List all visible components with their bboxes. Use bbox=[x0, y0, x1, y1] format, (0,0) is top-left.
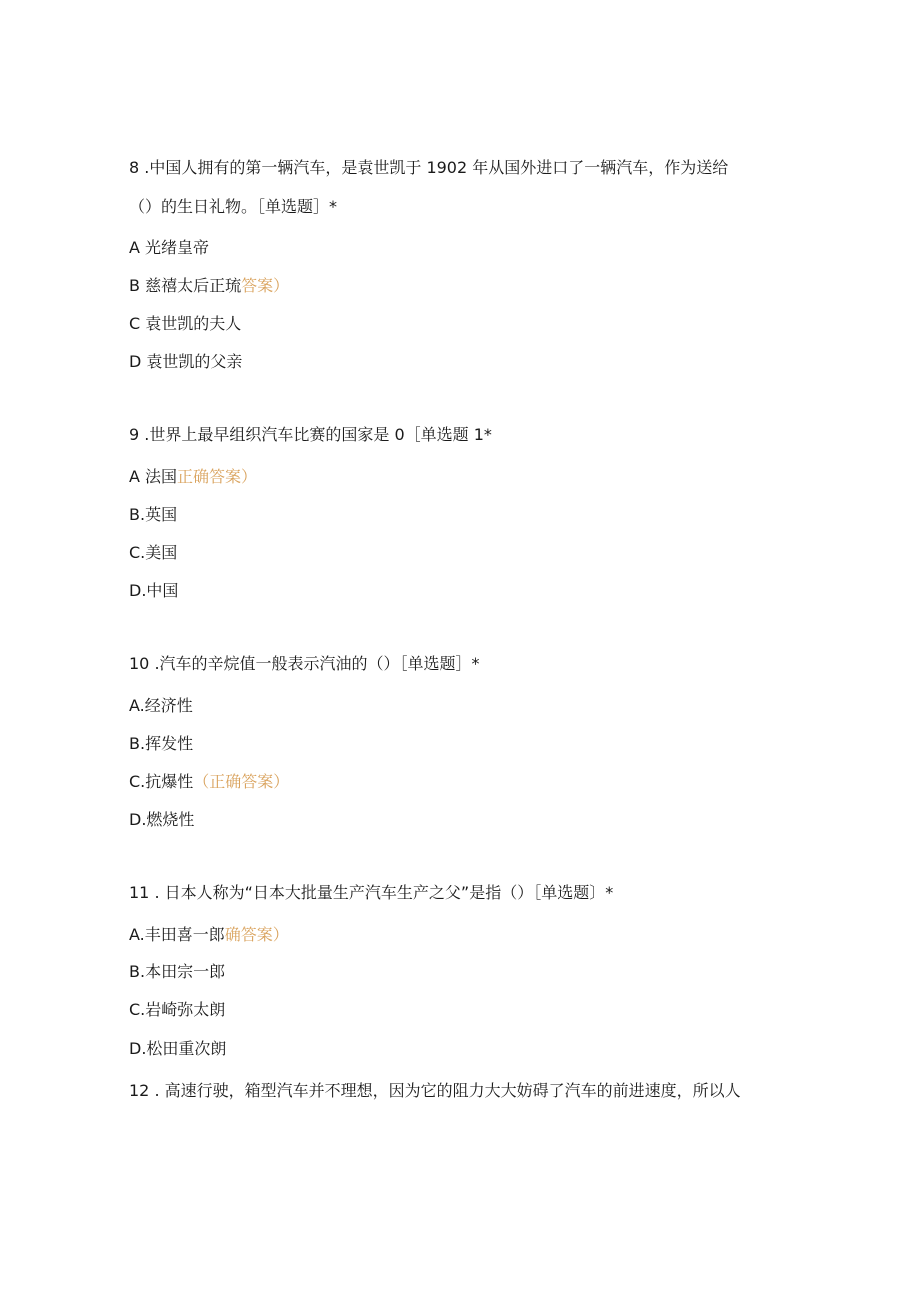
question-11-option-a bbox=[129, 925, 289, 945]
question-10-option-a bbox=[129, 696, 193, 716]
question-8-option-d bbox=[129, 352, 242, 372]
option-text: D.中国 bbox=[129, 581, 179, 600]
answer-mark: 确答案） bbox=[224, 925, 289, 944]
question-11-option-b bbox=[129, 962, 225, 982]
answer-mark: 答案） bbox=[241, 276, 290, 295]
question-8-option-a bbox=[129, 238, 209, 258]
question-9-option-b bbox=[129, 505, 177, 525]
option-text: A.经济性 bbox=[129, 696, 193, 715]
question-8-option-b bbox=[129, 276, 289, 296]
question-9-stem-line1: 9 .世界上最早组织汽车比赛的国家是 0［单选题 1* bbox=[129, 425, 492, 444]
question-9-option-c bbox=[129, 543, 177, 563]
option-text: B 慈禧太后正琉 bbox=[129, 276, 242, 295]
option-text: C 袁世凯的夫人 bbox=[129, 314, 242, 333]
question-9-option-d bbox=[129, 581, 178, 601]
option-text: C.岩崎弥太朗 bbox=[129, 1000, 226, 1019]
option-text: A.丰田喜一郎 bbox=[129, 925, 225, 944]
option-text: A 光绪皇帝 bbox=[129, 238, 210, 257]
option-text: B.本田宗一郎 bbox=[129, 962, 226, 981]
question-11-option-c bbox=[129, 1000, 225, 1020]
answer-mark: （正确答案） bbox=[193, 772, 290, 791]
question-8-option-c bbox=[129, 314, 241, 334]
question-11-option-d bbox=[129, 1039, 226, 1059]
answer-mark: 正确答案） bbox=[177, 467, 258, 486]
option-text: D.松田重次朗 bbox=[129, 1039, 227, 1058]
question-10-option-c bbox=[129, 772, 289, 792]
question-8-stem-line2: （）的生日礼物。［单选题］* bbox=[129, 197, 338, 216]
option-text: B.英国 bbox=[129, 505, 178, 524]
option-text: A 法国 bbox=[129, 467, 178, 486]
question-9-option-a bbox=[129, 467, 257, 487]
option-text: C.抗爆性 bbox=[129, 772, 194, 791]
option-text: C.美国 bbox=[129, 543, 178, 562]
question-12-stem-line1: 12 . 高速行驶，箱型汽车并不理想，因为它的阻力大大妨碍了汽车的前进速度，所以人 bbox=[129, 1081, 741, 1100]
question-10-option-b bbox=[129, 734, 193, 754]
question-10-option-d bbox=[129, 810, 194, 830]
question-11-stem-line1: 11 . 日本人称为“日本大批量生产汽车生产之父”是指（）［单选题〕* bbox=[129, 883, 614, 902]
question-10-stem-line1: 10 .汽车的辛烷值一般表示汽油的（）［单选题］* bbox=[129, 654, 480, 673]
question-8-stem-line1: 8 .中国人拥有的第一辆汽车，是袁世凯于 1902 年从国外进口了一辆汽车，作为送给 bbox=[129, 158, 729, 177]
option-text: D.燃烧性 bbox=[129, 810, 195, 829]
option-text: B.挥发性 bbox=[129, 734, 194, 753]
option-text: D 袁世凯的父亲 bbox=[129, 352, 243, 371]
